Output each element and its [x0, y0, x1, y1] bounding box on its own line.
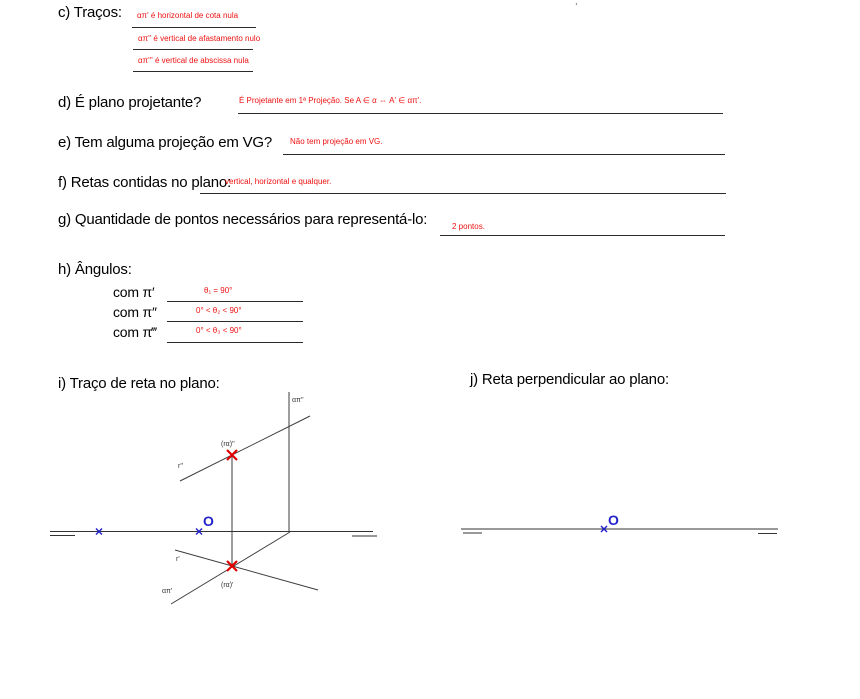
front-trace-point-label: (rα)'' — [221, 441, 235, 448]
vertical-trace-label: απ'' — [292, 397, 304, 404]
question-d-label: d) É plano projetante? — [58, 94, 202, 111]
horizontal-trace-label: απ' — [162, 588, 173, 595]
question-j-label: j) Reta perpendicular ao plano: — [470, 371, 669, 388]
question-e-label: e) Tem alguma projeção em VG? — [58, 134, 273, 151]
question-f-label: f) Retas contidas no plano: — [58, 174, 232, 191]
question-c-label: c) Traços: — [58, 4, 122, 21]
answer-e-underline — [283, 154, 725, 155]
answer-f: vertical, horizontal e qualquer. — [225, 177, 332, 186]
answer-c-1: απ' é horizontal de cota nula — [137, 11, 239, 20]
question-i-label: i) Traço de reta no plano: — [58, 375, 220, 392]
answer-f-underline — [200, 193, 726, 194]
front-projection-label: r'' — [178, 463, 184, 470]
answer-c-3-underline — [133, 71, 253, 72]
answer-d-underline — [238, 113, 723, 114]
h-row-pi1-answer: θ₁ = 90° — [204, 286, 233, 295]
horizontal-trace-point-label: (rα)' — [221, 582, 234, 589]
diagram-line-trace-in-plane — [40, 386, 390, 618]
answer-g-underline — [440, 235, 725, 236]
front-projection-line — [180, 416, 310, 481]
h-row-pi3-answer: 0° < θ₃ < 90° — [196, 326, 242, 335]
horizontal-projection-label: r' — [176, 556, 180, 563]
origin-label: O — [203, 513, 214, 529]
h-row-pi1-label: com π′ — [113, 284, 155, 300]
answer-e: Não tem projeção em VG. — [290, 137, 383, 146]
question-h-label: h) Ângulos: — [58, 261, 132, 278]
h-row-pi2-answer: 0° < θ₂ < 90° — [196, 306, 242, 315]
question-g-label: g) Quantidade de pontos necessários para representá-lo: — [58, 211, 428, 228]
answer-c-1-underline — [132, 27, 256, 28]
stray-crop-mark: , — [575, 0, 578, 6]
h-row-pi3-label: com π‴ — [113, 324, 157, 340]
horizontal-projection-line — [175, 550, 318, 590]
answer-d: É Projetante em 1ª Projeção. Se A ∈ α ⇔ A' ∈ απ'. — [239, 96, 422, 105]
answer-c-2-underline — [133, 49, 253, 50]
h-row-pi2-underline — [167, 321, 303, 322]
h-row-pi2-label: com π″ — [113, 304, 157, 320]
answer-c-2: απ'' é vertical de afastamento nulo — [138, 34, 261, 43]
h-row-pi1-underline — [167, 301, 303, 302]
diagram-perpendicular-line — [440, 500, 800, 545]
answer-g: 2 pontos. — [452, 222, 485, 231]
h-row-pi3-underline — [167, 342, 303, 343]
answer-c-3: απ''' é vertical de abscissa nula — [138, 56, 249, 65]
origin-label: O — [608, 512, 619, 528]
